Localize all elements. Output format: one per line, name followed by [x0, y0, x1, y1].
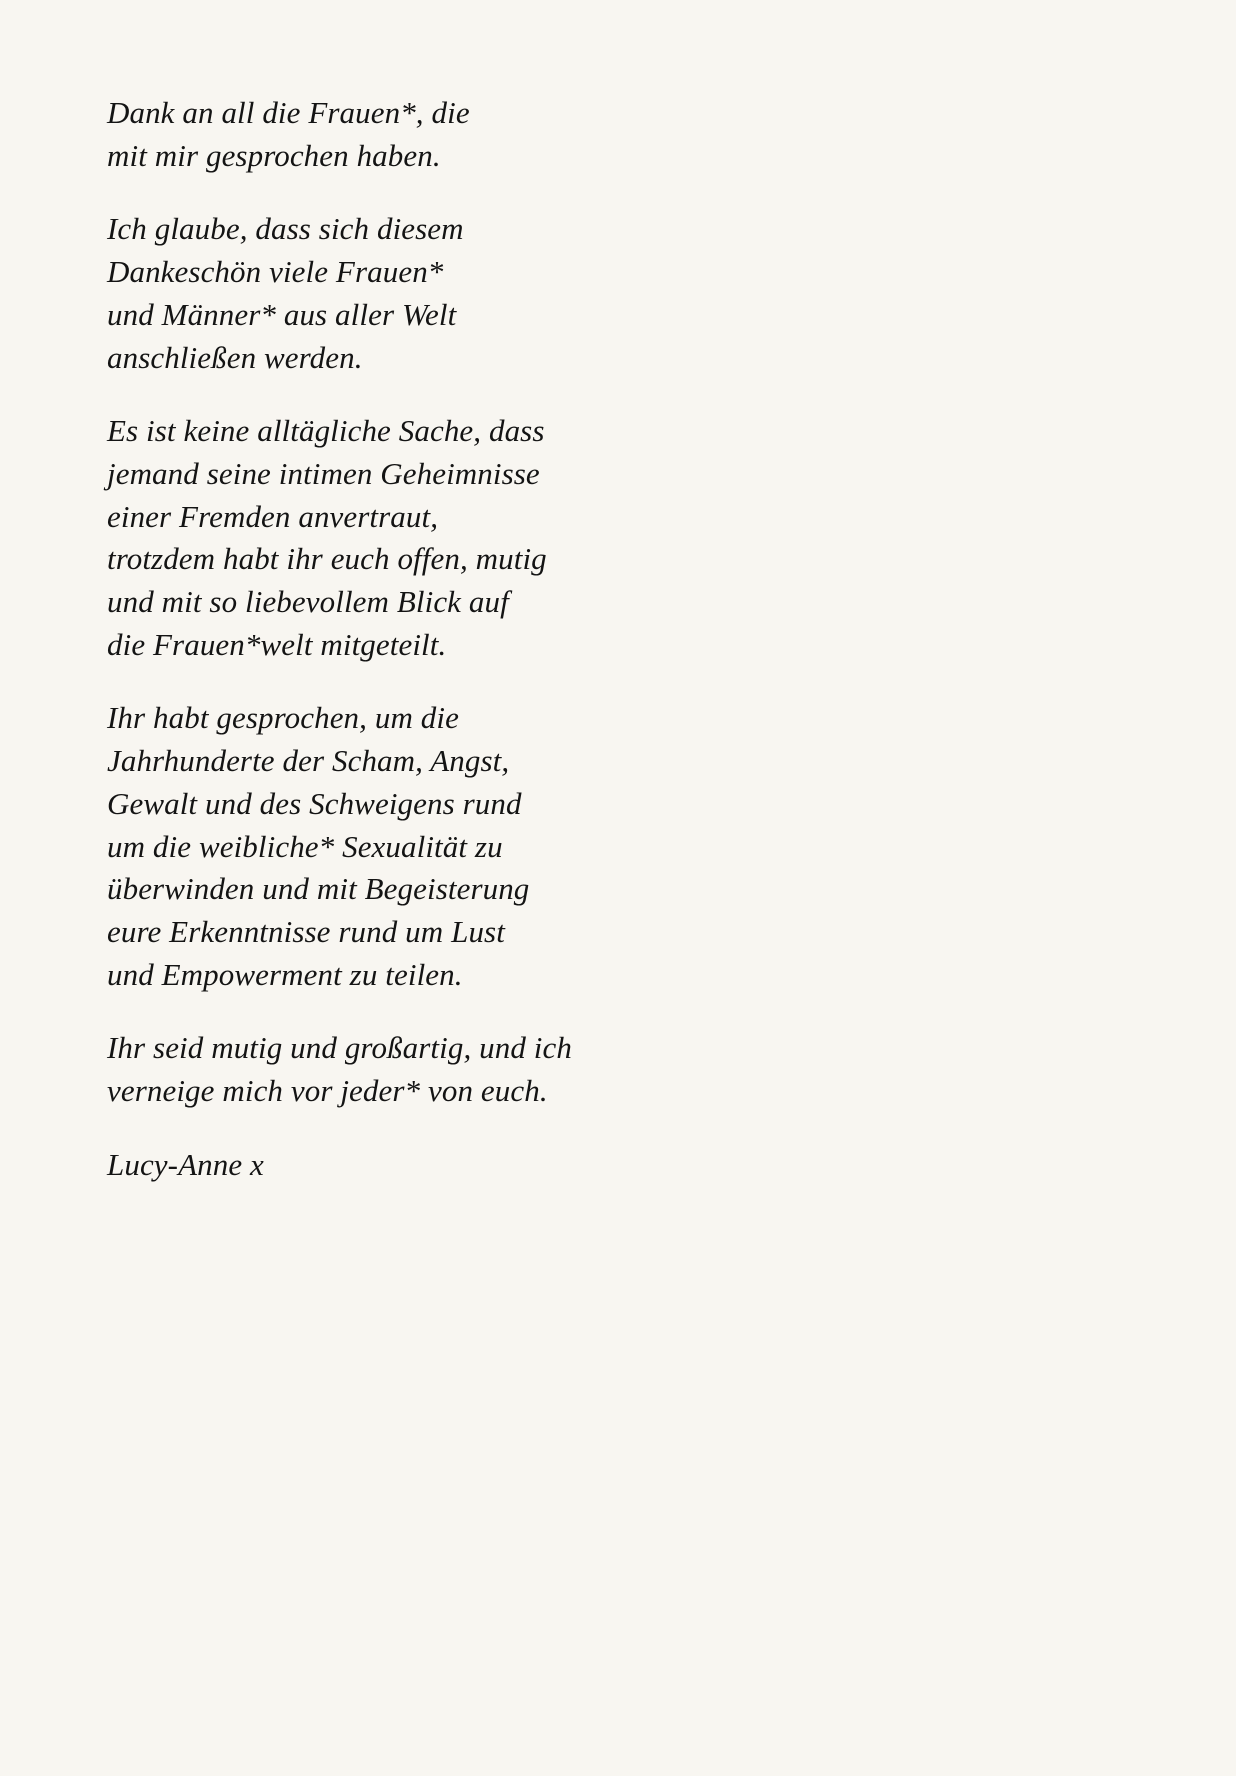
signature-text: Lucy-Anne x [107, 1146, 264, 1182]
text-line: jemand seine intimen Geheimnisse [107, 455, 540, 491]
text-line: und Empowerment zu teilen. [107, 956, 463, 992]
text-line: verneige mich vor jeder* von euch. [107, 1073, 548, 1109]
text-line: Ich glaube, dass sich diesem [107, 211, 464, 247]
text-line: mit mir gesprochen haben. [107, 137, 441, 173]
text-line: Jahrhunderte der Scham, Angst, [107, 743, 510, 779]
text-line: anschließen werden. [107, 339, 363, 375]
text-line: Ihr habt gesprochen, um die [107, 700, 459, 736]
text-line: überwinden und mit Begeisterung [107, 871, 530, 907]
acknowledgement-text [107, 92, 827, 1186]
text-line: Es ist keine alltägliche Sache, dass [107, 413, 545, 449]
text-line: Gewalt und des Schweigens rund [107, 785, 522, 821]
paragraph-courage [107, 1027, 827, 1112]
text-line: einer Fremden anvertraut, [107, 498, 439, 534]
paragraph-secrets [107, 410, 827, 666]
paragraph-spoken [107, 697, 827, 996]
paragraph-belief [107, 208, 827, 379]
signature [107, 1144, 827, 1187]
text-line: Ihr seid mutig und großartig, und ich [107, 1030, 572, 1066]
paragraph-thanks [107, 92, 827, 177]
text-line: und mit so liebevollem Blick auf [107, 584, 509, 620]
text-line: trotzdem habt ihr euch offen, mutig [107, 541, 547, 577]
text-line: die Frauen*welt mitgeteilt. [107, 626, 447, 662]
text-line: um die weibliche* Sexualität zu [107, 828, 503, 864]
text-line: und Männer* aus aller Welt [107, 296, 457, 332]
text-line: Dankeschön viele Frauen* [107, 254, 444, 290]
text-line: eure Erkenntnisse rund um Lust [107, 913, 505, 949]
text-line: Dank an all die Frauen*, die [107, 95, 470, 130]
